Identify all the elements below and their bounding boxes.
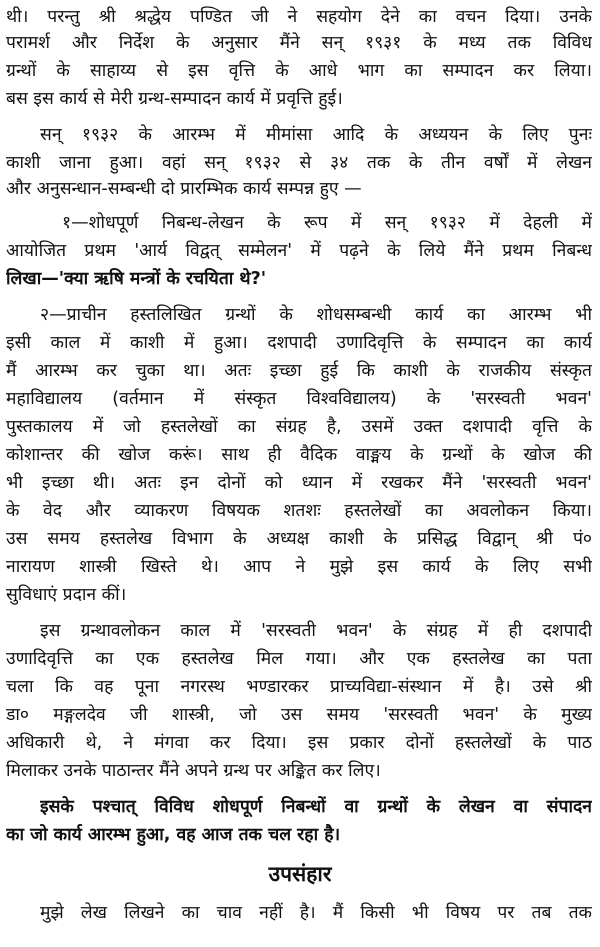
text-line: परामर्श और निर्देश के अनुसार मैंने सन् १९३१ के मध्य तक विविध (6, 33, 592, 53)
text-line: इस ग्रन्थावलोकन काल में 'सरस्वती भवन' के संग्रह में ही दशपादी (40, 621, 592, 641)
text-line: १—शोधपूर्ण निबन्ध-लेखन के रूप में सन् १९३२ में देहली में (62, 213, 592, 233)
text-line: और अनुसन्धान-सम्बन्धी दो प्रारम्भिक कार्य सम्पन्न हुए — (6, 179, 362, 199)
text-line: सुविधाएं प्रदान कीं। (6, 585, 127, 605)
text-line: उणादिवृत्ति का एक हस्तलेख मिल गया। और एक हस्तलेख का पता (6, 649, 592, 669)
text-line: डा० मङ्गलदेव जी शास्त्री, जो उस समय 'सरस्वती भवन' के मुख्य (6, 705, 592, 725)
text-line: मुझे लेख लिखने का चाव नहीं है। मैं किसी भी विषय पर तब तक (40, 903, 592, 923)
text-line: अधिकारी थे, ने मंगवा कर दिया। इस प्रकार दोनों हस्तलेखों के पाठ (6, 733, 592, 753)
text-line: मिलाकर उनके पाठान्तर मैंने अपने ग्रन्थ पर अङ्कित कर लिए। (6, 761, 381, 781)
text-line: के वेद और व्याकरण विषयक शतशः हस्तलेखों का अवलोकन किया। (6, 501, 592, 521)
text-line: नारायण शास्त्री खिस्ते थे। आप ने मुझे इस कार्य के लिए सभी (6, 557, 592, 577)
text-line: थी। परन्तु श्री श्रद्धेय पण्डित जी ने सहयोग देने का वचन दिया। उनके (6, 7, 592, 27)
text-line: ग्रन्थों के साहाय्य से इस वृत्ति के आधे भाग का सम्पादन कर लिया। (6, 61, 592, 81)
text-line: महाविद्यालय (वर्तमान में संस्कृत विश्वविद्यालय) के 'सरस्वती भवन' (6, 389, 592, 409)
text-line: पुस्तकालय में जो हस्तलेखों का संग्रह है, उसमें उक्त दशपादी वृत्ति के (6, 417, 592, 437)
text-line: उस समय हस्तलेख विभाग के अध्यक्ष काशी के प्रसिद्ध विद्वान् श्री पं० (6, 529, 592, 549)
text-line: इसी काल में काशी में हुआ। दशपादी उणादिवृत्ति के सम्पादन का कार्य (6, 333, 592, 353)
essay-title-line: लिखा—'क्या ऋषि मन्त्रों के रचयिता थे?' (6, 269, 267, 289)
text-line: इसके पश्चात् विविध शोधपूर्ण निबन्धों वा ग्रन्थों के लेखन वा संपादन (40, 797, 592, 817)
text-line: कोशान्तर की खोज करूं। साथ ही वैदिक वाङ्मय के ग्रन्थों के खोज की (6, 445, 592, 465)
text-line: सन् १९३२ के आरम्भ में मीमांसा आदि के अध्ययन के लिए पुनः (40, 125, 592, 145)
text-line: आयोजित प्रथम 'आर्य विद्वत् सम्मेलन' में पढ़ने के लिये मैंने प्रथम निबन्ध (6, 241, 592, 261)
text-line: मैं आरम्भ कर चुका था। अतः इच्छा हुई कि काशी के राजकीय संस्कृत (6, 361, 592, 381)
text-line: चला कि वह पूना नगरस्थ भण्डारकर प्राच्यविद्या-संस्थान में है। उसे श्री (6, 677, 592, 697)
text-line: २—प्राचीन हस्तलिखित ग्रन्थों के शोधसम्बन्धी कार्य का आरम्भ भी (40, 305, 592, 325)
text-line: काशी जाना हुआ। वहां सन् १९३२ से ३४ तक के तीन वर्षों में लेखन (6, 153, 592, 173)
text-line: का जो कार्य आरम्भ हुआ, वह आज तक चल रहा है। (6, 825, 341, 845)
text-line: भी इच्छा थी। अतः इन दोनों को ध्यान में रखकर मैंने 'सरस्वती भवन' (6, 473, 592, 493)
section-heading: उपसंहार (268, 862, 332, 886)
text-line: बस इस कार्य से मेरी ग्रन्थ-सम्पादन कार्य में प्रवृत्ति हुई। (6, 89, 343, 109)
